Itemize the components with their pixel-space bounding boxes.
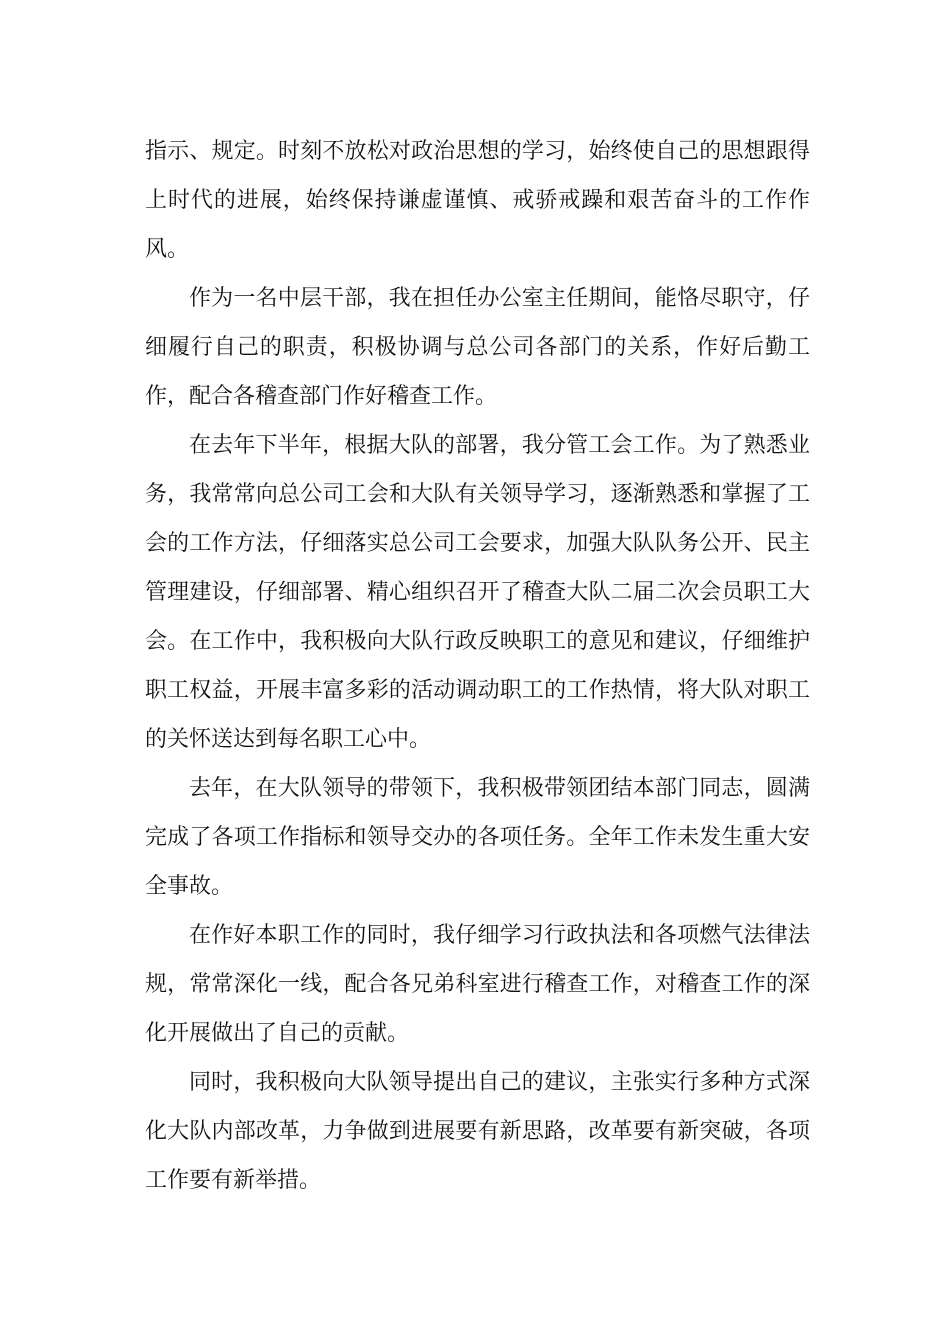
paragraph-4: 去年，在大队领导的带领下，我积极带领团结本部门同志，圆满完成了各项工作指标和领导交办的各项任务。全年工作未发生重大安全事故。 xyxy=(145,776,810,899)
document-body xyxy=(145,127,810,1205)
paragraph-6: 同时，我积极向大队领导提出自己的建议，主张实行多种方式深化大队内部改革，力争做到进展要有新思路，改革要有新突破，各项工作要有新举措。 xyxy=(145,1070,810,1193)
paragraph-1: 指示、规定。时刻不放松对政治思想的学习，始终使自己的思想跟得上时代的进展，始终保持谦虚谨慎、戒骄戒躁和艰苦奋斗的工作作风。 xyxy=(145,139,810,262)
paragraph-5: 在作好本职工作的同时，我仔细学习行政执法和各项燃气法律法规，常常深化一线，配合各兄弟科室进行稽查工作，对稽查工作的深化开展做出了自己的贡献。 xyxy=(145,923,810,1046)
paragraph-3: 在去年下半年，根据大队的部署，我分管工会工作。为了熟悉业务，我常常向总公司工会和大队有关领导学习，逐渐熟悉和掌握了工会的工作方法，仔细落实总公司工会要求，加强大队队务公开、民主管理建设，仔细部署、精心组织召开了稽查大队二届二次会员职工大会。在工作中，我积极向大队行政反映职工的意见和建议，仔细维护职工权益，开展丰富多彩的活动调动职工的工作热情，将大队对职工的关怀送达到每名职工心中。 xyxy=(145,433,810,752)
paragraph-2: 作为一名中层干部，我在担任办公室主任期间，能恪尽职守，仔细履行自己的职责，积极协调与总公司各部门的关系，作好后勤工作，配合各稽查部门作好稽查工作。 xyxy=(145,286,810,409)
